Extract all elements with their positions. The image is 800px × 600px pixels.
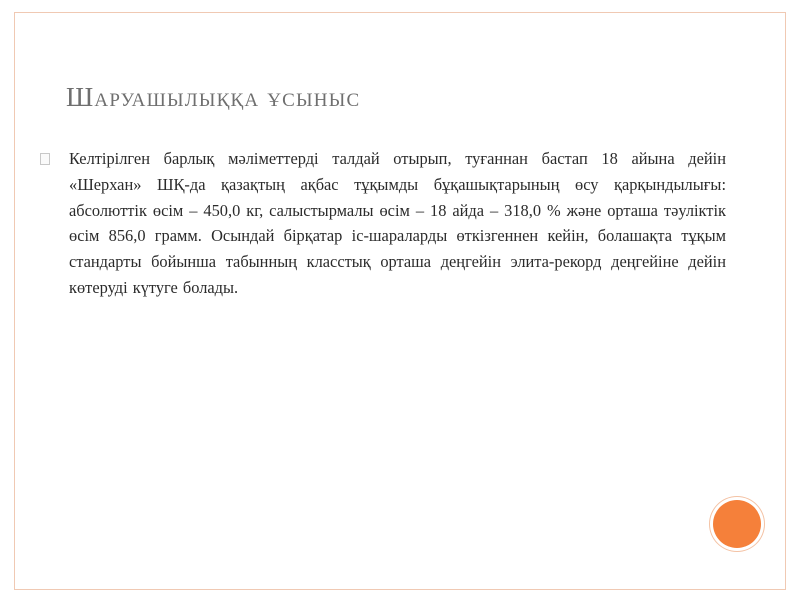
- bullet-text: Келтірілген барлық мәліметтерді талдай отырып, туғаннан бастап 18 айына дейін «Шерхан» ШҚ-да қазақтың ақбас тұқымды бұқашықтарының өсу қарқындылығы: абсолюттік өсім – 450,0 кг, салыстырмалы өсім – 18 айда – 318,0 % және орташа тәуліктік өсім 856,0 грамм. Осындай бірқатар іс-шараларды өткізгеннен кейін, болашақта тұқым стандарты бойынша табынның класстық орташа деңгейін элита-рекорд деңгейіне дейін көтеруді күтуге болады.: [69, 149, 726, 297]
- slide-title: Шаруашылыққа ұсыныс: [66, 82, 361, 112]
- bullet-square-icon: [40, 153, 50, 165]
- decorative-orange-circle-icon: [713, 500, 761, 548]
